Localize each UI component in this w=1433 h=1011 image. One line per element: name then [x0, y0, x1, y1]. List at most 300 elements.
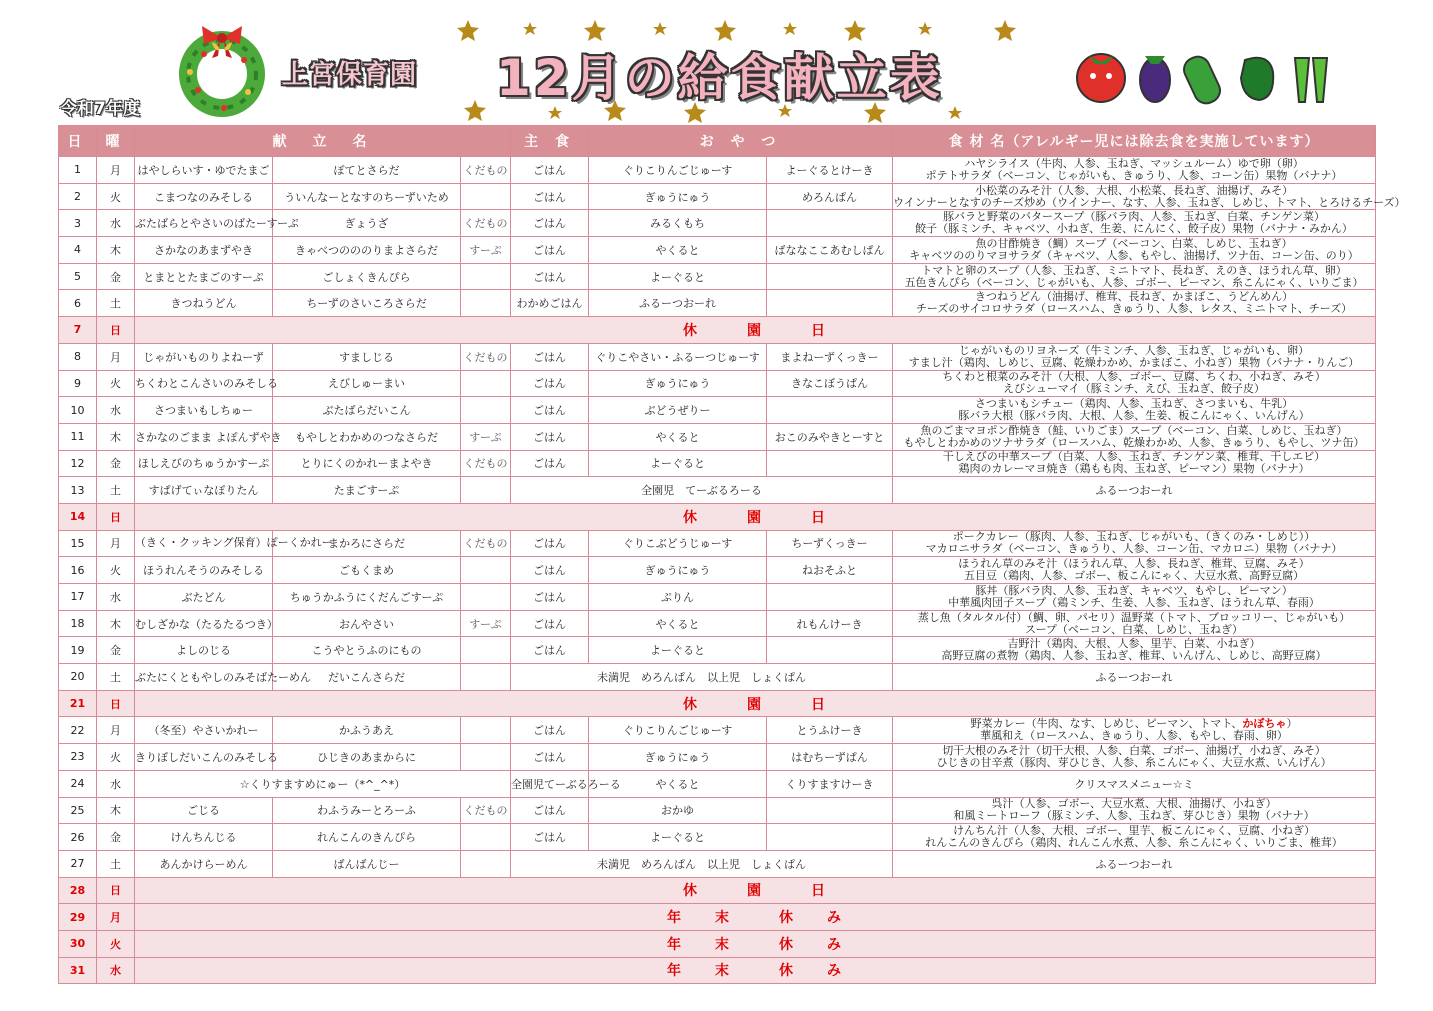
menu-item-1: じゃがいものりよねーず [135, 343, 273, 370]
staple-cell: ごはん [511, 637, 589, 664]
ingredients-line-2: チーズのサイコロサラダ（ロースハム、きゅうり、人参、レタス、ミニトマト、チーズ） [915, 302, 1353, 316]
weekday-cell: 土 [97, 664, 135, 691]
day-cell: 11 [59, 423, 97, 450]
weekday-cell: 木 [97, 797, 135, 824]
snack-2: めろんぱん [767, 183, 893, 210]
day-cell: 21 [59, 690, 97, 717]
snack-2: ちーずくっきー [767, 530, 893, 557]
staple-cell: ごはん [511, 370, 589, 397]
table-row [59, 530, 1376, 557]
ingredients-line-1 [893, 612, 1375, 624]
day-cell: 29 [59, 904, 97, 931]
snack-2 [767, 210, 893, 237]
ingredients-cell [893, 610, 1376, 637]
ingredients-line-2: 鶏肉のカレーマヨ焼き（鶏もも肉、玉ねぎ、ピーマン）果物（バナナ） [958, 462, 1310, 476]
holiday-message: 休 園 日 [135, 317, 1376, 344]
day-cell: 19 [59, 637, 97, 664]
weekday-cell: 火 [97, 370, 135, 397]
staple-cell: ごはん [511, 797, 589, 824]
weekday-cell: 火 [97, 183, 135, 210]
ingredients-line-1 [893, 345, 1375, 357]
ingredients-line-2: 餃子（豚ミンチ、キャベツ、小ねぎ、生姜、にんにく、餃子皮）果物（バナナ・みかん） [915, 222, 1353, 236]
staple-cell: わかめごはん [511, 290, 589, 317]
weekday-cell: 木 [97, 423, 135, 450]
menu-item-2: ぎょうざ [273, 210, 461, 237]
ingredients-cell [893, 744, 1376, 771]
staple-cell: ごはん [511, 157, 589, 184]
menu-item-2: ばんばんじー [273, 850, 461, 877]
holiday-row [59, 503, 1376, 530]
ingredients-line-2: スープ（ベーコン、白菜、しめじ、玉ねぎ） [1025, 622, 1244, 636]
day-cell: 28 [59, 877, 97, 904]
snack-1: やくると [589, 770, 767, 797]
menu-item-1: けんちんじる [135, 824, 273, 851]
ingredients-line-2: ひじきの甘辛煮（豚肉、芽ひじき、人参、糸こんにゃく、大豆水煮、いんげん） [936, 755, 1332, 769]
table-row [59, 183, 1376, 210]
menu-item-2: ぶたばらだいこん [273, 397, 461, 424]
ingredients-text: 干しえびの中華スープ（白菜、人参、玉ねぎ、チンゲン菜、椎茸、干しエビ） [942, 450, 1326, 464]
snack-1: よーぐると [589, 637, 767, 664]
holiday-message: 休 園 日 [135, 503, 1376, 530]
menu-item-2: えびしゅーまい [273, 370, 461, 397]
menu-item-3 [461, 850, 511, 877]
christmas-menu: ☆くりすますめにゅー（*^_^*） [135, 770, 511, 797]
snack-2 [767, 397, 893, 424]
menu-item-3 [461, 824, 511, 851]
holiday-message: 年 末 休 み [135, 904, 1376, 931]
ingredients-text: 豚丼（豚バラ肉、人参、玉ねぎ、キャベツ、もやし、ピーマン） [975, 583, 1293, 597]
ingredients-cell [893, 397, 1376, 424]
menu-item-2: ちーずのさいころさらだ [273, 290, 461, 317]
ingredients-line-1 [893, 265, 1375, 277]
menu-item-1: ごじる [135, 797, 273, 824]
day-cell: 7 [59, 317, 97, 344]
ingredients-line-2: 和風ミートローフ（豚ミンチ、人参、玉ねぎ、芽ひじき）果物（バナナ） [953, 809, 1315, 823]
snack-merged: 全園児 てーぶるろーる [511, 477, 893, 504]
menu-item-1: すぱげてぃなぽりたん [135, 477, 273, 504]
snack-1: ぐりこぶどうじゅーす [589, 530, 767, 557]
menu-item-1: さかなのあまずやき [135, 237, 273, 264]
menu-item-2: おんやさい [273, 610, 461, 637]
staple-cell: ごはん [511, 450, 589, 477]
menu-item-1: よしのじる [135, 637, 273, 664]
snack-1: ぎゅうにゅう [589, 557, 767, 584]
day-cell: 2 [59, 183, 97, 210]
menu-item-3 [461, 637, 511, 664]
menu-item-1: きつねうどん [135, 290, 273, 317]
staple-cell: ごはん [511, 210, 589, 237]
ingredients-cell [893, 370, 1376, 397]
staple-cell: ごはん [511, 343, 589, 370]
weekday-cell: 木 [97, 237, 135, 264]
ingredients-text: けんちん汁（人参、大根、ゴボー、里芋、板こんにゃく、豆腐、小ねぎ） [952, 824, 1316, 838]
ingredients-text: じゃがいものリヨネーズ（牛ミンチ、人参、玉ねぎ、じゃがいも、卵） [958, 343, 1310, 357]
tomato-icon [1077, 54, 1125, 102]
ingredients-cell [893, 797, 1376, 824]
menu-item-2: すましじる [273, 343, 461, 370]
weekday-cell: 金 [97, 824, 135, 851]
day-cell: 25 [59, 797, 97, 824]
snack-2: ふるーつおーれ [893, 477, 1376, 504]
snack-2: くりすますけーき [767, 770, 893, 797]
menu-item-3 [461, 183, 511, 210]
ingredients-line-2: 豚バラ大根（豚バラ肉、大根、人参、生姜、板こんにゃく、いんげん） [958, 409, 1310, 423]
snack-2: ねおそふと [767, 557, 893, 584]
ingredients-line-2: れんこんのきんぴら（鶏肉、れんこん水煮、人参、糸こんにゃく、いりごま、椎茸） [925, 836, 1343, 850]
snack-2: はむちーずぱん [767, 744, 893, 771]
weekday-cell: 土 [97, 850, 135, 877]
ingredients-line-2: すまし汁（鶏肉、しめじ、豆腐、乾燥わかめ、かまぼこ、小ねぎ）果物（バナナ・りんご） [908, 355, 1360, 369]
holiday-row [59, 877, 1376, 904]
menu-item-2: とりにくのかれーまよやき [273, 450, 461, 477]
staple-cell: ごはん [511, 824, 589, 851]
ingredients-text: ちくわと根菜のみそ汁（大根、人参、ゴボー、豆腐、ちくわ、小ねぎ、みそ） [942, 370, 1326, 384]
menu-item-1: とまととたまごのすーぷ [135, 263, 273, 290]
day-cell: 22 [59, 717, 97, 744]
table-row [59, 237, 1376, 264]
menu-item-3 [461, 557, 511, 584]
weekday-cell: 月 [97, 717, 135, 744]
ingredients-text: ハヤシライス（牛肉、人参、玉ねぎ、マッシュルーム）ゆで卵（卵） [964, 156, 1304, 170]
snack-2 [767, 290, 893, 317]
ingredients-cell [893, 824, 1376, 851]
day-cell: 13 [59, 477, 97, 504]
table-row [59, 744, 1376, 771]
weekday-cell: 土 [97, 290, 135, 317]
table-row [59, 423, 1376, 450]
menu-item-3: くだもの [461, 343, 511, 370]
wreath-icon [174, 20, 270, 116]
table-row [59, 477, 1376, 504]
snack-1: ぎゅうにゅう [589, 370, 767, 397]
ingredients-text: きつねうどん（油揚げ、椎茸、長ねぎ、かまぼこ、うどんめん） [974, 290, 1294, 304]
menu-item-3: くだもの [461, 210, 511, 237]
weekday-cell: 月 [97, 904, 135, 931]
holiday-row [59, 957, 1376, 984]
menu-item-1: さかなのごまま よぽんずやき [135, 423, 273, 450]
weekday-cell: 水 [97, 770, 135, 797]
ingredients-line-2: えびシューマイ（豚ミンチ、えび、玉ねぎ、餃子皮） [1003, 382, 1265, 396]
ingredients-cell [893, 530, 1376, 557]
table-row [59, 557, 1376, 584]
staple-cell: ごはん [511, 717, 589, 744]
staple-cell: ごはん [511, 237, 589, 264]
snack-2: ばななここあむしぱん [767, 237, 893, 264]
menu-item-2: ちゅうかふうにくだんごすーぷ [273, 584, 461, 611]
holiday-message: 休 園 日 [135, 690, 1376, 717]
snack-merged: 未満児 めろんぱん 以上児 しょくぱん [511, 664, 893, 691]
holiday-row [59, 690, 1376, 717]
weekday-cell: 金 [97, 637, 135, 664]
menu-item-3: すーぷ [461, 237, 511, 264]
weekday-cell: 水 [97, 957, 135, 984]
weekday-cell: 火 [97, 557, 135, 584]
staple-cell: ごはん [511, 557, 589, 584]
snack-1: やくると [589, 610, 767, 637]
ingredients-text: 小松菜のみそ汁（人参、大根、小松菜、長ねぎ、油揚げ、みそ） [974, 183, 1294, 197]
menu-item-2: ごもくまめ [273, 557, 461, 584]
day-cell: 8 [59, 343, 97, 370]
ingredients-line-2: 華風和え（ロースハム、きゅうり、人参、もやし、春雨、卵） [980, 729, 1288, 743]
holiday-message: 年 末 休 み [135, 957, 1376, 984]
day-cell: 4 [59, 237, 97, 264]
table-row [59, 664, 1376, 691]
day-cell: 17 [59, 584, 97, 611]
ingredients-line-2: 中華風肉団子スープ（鶏ミンチ、生姜、人参、玉ねぎ、ほうれん草、春雨） [948, 595, 1320, 609]
weekday-cell: 水 [97, 584, 135, 611]
menu-item-2: れんこんのきんぴら [273, 824, 461, 851]
menu-item-3: くだもの [461, 157, 511, 184]
snack-1: ぎゅうにゅう [589, 183, 767, 210]
menu-item-2: かふうあえ [273, 717, 461, 744]
snack-2 [767, 584, 893, 611]
ingredients-cell [893, 183, 1406, 210]
menu-item-3 [461, 664, 511, 691]
snack-1: ぎゅうにゅう [589, 744, 767, 771]
menu-item-2: ごしょくきんぴら [273, 263, 461, 290]
ingredients-text: 蒸し魚（タルタル付）（鯛、卵、パセリ）温野菜（トマト、ブロッコリー、じゃがいも） [917, 610, 1351, 624]
table-row [59, 450, 1376, 477]
ingredients-cell [893, 637, 1376, 664]
snack-2: ふるーつおーれ [893, 664, 1376, 691]
header-staple: 主 食 [511, 126, 589, 157]
holiday-row [59, 930, 1376, 957]
table-row [59, 343, 1376, 370]
day-cell: 27 [59, 850, 97, 877]
table-row [59, 770, 1376, 797]
weekday-cell: 金 [97, 450, 135, 477]
menu-item-3: くだもの [461, 450, 511, 477]
day-cell: 30 [59, 930, 97, 957]
ingredients-text: 魚のごまマヨポン酢焼き（鮭、いりごま）スープ（ベーコン、白菜、しめじ、玉ねぎ） [920, 423, 1348, 437]
day-cell: 24 [59, 770, 97, 797]
menu-item-1: ちくわとこんさいのみそしる [135, 370, 273, 397]
table-row [59, 850, 1376, 877]
ingredients-cell [893, 263, 1376, 290]
day-cell: 18 [59, 610, 97, 637]
weekday-cell: 木 [97, 610, 135, 637]
header-ingredients: 食 材 名（アレルギー児には除去食を実施しています） [893, 126, 1376, 157]
eggplant-icon [1140, 56, 1170, 102]
menu-table-body [59, 156, 1406, 984]
snack-1: ぐりこやさい・ふるーつじゅーす [589, 343, 767, 370]
ingredients-line-1 [893, 425, 1375, 437]
okra-icon [1295, 58, 1327, 102]
menu-item-1: ほうれんそうのみそしる [135, 557, 273, 584]
weekday-cell: 日 [97, 317, 135, 344]
header-weekday: 曜 [97, 126, 135, 157]
snack-2 [767, 797, 893, 824]
pepper-icon [1241, 58, 1273, 100]
school-name: 上宮保育園 [282, 60, 418, 90]
staple-cell: 全園児てーぶるろーる [511, 770, 589, 797]
table-row [59, 584, 1376, 611]
snack-1: よーぐると [589, 450, 767, 477]
ingredients-cell [893, 584, 1376, 611]
header-snack: お や つ [589, 126, 893, 157]
ingredients-line-2: ウインナーとなすのチーズ炒め（ウインナー、なす、人参、玉ねぎ、しめじ、トマト、とろけるチーズ） [893, 195, 1406, 209]
snack-1: よーぐると [589, 824, 767, 851]
table-row [59, 824, 1376, 851]
snack-2: とうふけーき [767, 717, 893, 744]
ingredients-cell [893, 290, 1376, 317]
ingredients-text: 切干大根のみそ汁（切干大根、人参、白菜、ゴボー、油揚げ、小ねぎ、みそ） [942, 743, 1326, 757]
holiday-message: 年 末 休 み [135, 930, 1376, 957]
menu-item-1: むしざかな（たるたるつき） [135, 610, 273, 637]
weekday-cell: 日 [97, 503, 135, 530]
ingredients-text: さつまいもシチュー（鶏肉、人参、玉ねぎ、さつまいも、牛乳） [974, 397, 1294, 411]
menu-table [58, 125, 1406, 984]
table-header-row [59, 126, 1376, 157]
ingredients-text-end: ） [1286, 717, 1298, 731]
day-cell: 26 [59, 824, 97, 851]
ingredients-cell [893, 210, 1376, 237]
weekday-cell: 月 [97, 530, 135, 557]
snack-1: ぐりこりんごじゅーす [589, 157, 767, 184]
ingredients-line-2: 高野豆腐の煮物（鶏肉、人参、玉ねぎ、椎茸、いんげん、しめじ、高野豆腐） [941, 649, 1327, 663]
menu-item-2: ひじきのあまからに [273, 744, 461, 771]
menu-item-3 [461, 263, 511, 290]
snack-1: やくると [589, 237, 767, 264]
weekday-cell: 火 [97, 930, 135, 957]
day-cell: 20 [59, 664, 97, 691]
ingredients-line-2: ポテトサラダ（ベーコン、じゃがいも、きゅうり、人参、コーン缶）果物（バナナ） [925, 168, 1343, 182]
page-header [0, 0, 1433, 125]
ingredients-line-2: マカロニサラダ（ベーコン、きゅうり、人参、コーン缶、マカロニ）果物（バナナ） [925, 542, 1343, 556]
ingredients-text: 呉汁（人参、ゴボー、大豆水煮、大根、油揚げ、小ねぎ） [991, 797, 1277, 811]
menu-item-3 [461, 744, 511, 771]
snack-1: おかゆ [589, 797, 767, 824]
menu-item-1: ぶたばらとやさいのばたーすーぷ [135, 210, 273, 237]
staple-cell: ごはん [511, 263, 589, 290]
snack-2: ふるーつおーれ [893, 850, 1376, 877]
staple-cell: ごはん [511, 397, 589, 424]
day-cell: 14 [59, 503, 97, 530]
staple-cell: ごはん [511, 744, 589, 771]
snack-2: よーぐるとけーき [767, 157, 893, 184]
snack-2: まよねーずくっきー [767, 343, 893, 370]
header-day: 日 [59, 126, 97, 157]
snack-2 [767, 824, 893, 851]
ingredients-cell: クリスマスメニュー☆ミ [893, 770, 1376, 797]
staple-cell: ごはん [511, 423, 589, 450]
snack-1: みるくもち [589, 210, 767, 237]
staple-cell: ごはん [511, 610, 589, 637]
day-cell: 15 [59, 530, 97, 557]
weekday-cell: 土 [97, 477, 135, 504]
menu-item-2: ぽてとさらだ [273, 157, 461, 184]
table-row [59, 610, 1376, 637]
allergen-highlight: かぼちゃ [1242, 717, 1287, 731]
weekday-cell: 火 [97, 744, 135, 771]
menu-item-2: こうやとうふのにもの [273, 637, 461, 664]
snack-2: きなこぼうぱん [767, 370, 893, 397]
day-cell: 5 [59, 263, 97, 290]
menu-item-1: （きく・クッキング保育）ぽーくかれー [135, 530, 273, 557]
table-row [59, 157, 1376, 184]
menu-item-3 [461, 477, 511, 504]
ingredients-cell [893, 157, 1376, 184]
snack-2: れもんけーき [767, 610, 893, 637]
menu-item-2: まかろにさらだ [273, 530, 461, 557]
ingredients-line-2: 五色きんぴら（ベーコン、じゃがいも、人参、ゴボー、ピーマン、糸こんにゃく、いりごま） [904, 275, 1364, 289]
ingredients-text: 豚バラと野菜のバタースープ（豚バラ肉、人参、玉ねぎ、白菜、チンゲン菜） [943, 210, 1325, 224]
staple-cell: ごはん [511, 183, 589, 210]
ingredients-cell [893, 557, 1376, 584]
day-cell: 31 [59, 957, 97, 984]
weekday-cell: 月 [97, 157, 135, 184]
menu-item-1: ほしえびのちゅうかすーぷ [135, 450, 273, 477]
snack-1: よーぐると [589, 263, 767, 290]
menu-item-3 [461, 370, 511, 397]
menu-item-1: あんかけらーめん [135, 850, 273, 877]
weekday-cell: 金 [97, 263, 135, 290]
day-cell: 9 [59, 370, 97, 397]
vegetables-illustration [1073, 42, 1343, 106]
table-row [59, 370, 1376, 397]
snack-1: ふるーつおーれ [589, 290, 767, 317]
staple-cell: ごはん [511, 530, 589, 557]
menu-item-2: わふうみーとろーふ [273, 797, 461, 824]
cucumber-icon [1180, 53, 1224, 107]
ingredients-text: トマトと卵のスープ（人参、玉ねぎ、ミニトマト、長ねぎ、えのき、ほうれん草、卵） [921, 263, 1347, 277]
day-cell: 1 [59, 157, 97, 184]
menu-item-3: すーぷ [461, 423, 511, 450]
menu-item-3 [461, 397, 511, 424]
menu-item-1: きりぼしだいこんのみそしる [135, 744, 273, 771]
ingredients-text: ポークカレー（豚肉、人参、玉ねぎ、じゃがいも、（きくのみ・しめじ）） [952, 530, 1316, 544]
ingredients-cell [893, 423, 1376, 450]
menu-item-3: くだもの [461, 797, 511, 824]
day-cell: 12 [59, 450, 97, 477]
menu-item-2: ういんなーとなすのちーずいため [273, 183, 461, 210]
menu-item-1: ぶたにくともやしのみそばたーめん [135, 664, 273, 691]
menu-item-3 [461, 290, 511, 317]
weekday-cell: 日 [97, 690, 135, 717]
snack-2 [767, 637, 893, 664]
weekday-cell: 日 [97, 877, 135, 904]
snack-1: ぷりん [589, 584, 767, 611]
day-cell: 23 [59, 744, 97, 771]
weekday-cell: 水 [97, 397, 135, 424]
menu-item-3 [461, 584, 511, 611]
holiday-row [59, 904, 1376, 931]
ingredients-cell [893, 343, 1376, 370]
menu-item-3: くだもの [461, 530, 511, 557]
holiday-message: 休 園 日 [135, 877, 1376, 904]
table-row [59, 397, 1376, 424]
menu-item-1: ぶたどん [135, 584, 273, 611]
menu-item-1: （冬至）やさいかれー [135, 717, 273, 744]
menu-item-2: きゃべつのののりまよさらだ [273, 237, 461, 264]
snack-2 [767, 450, 893, 477]
ingredients-text: 吉野汁（鶏肉、大根、人参、里芋、白菜、小ねぎ） [1007, 637, 1261, 651]
ingredients-cell [893, 450, 1376, 477]
snack-merged: 未満児 めろんぱん 以上児 しょくぱん [511, 850, 893, 877]
menu-item-3 [461, 717, 511, 744]
menu-item-2: たまごすーぷ [273, 477, 461, 504]
ingredients-line-2: キャベツののりマヨサラダ（キャベツ、人参、もやし、油揚げ、ツナ缶、コーン缶、のり） [909, 248, 1359, 262]
menu-item-1: はやしらいす・ゆでたまご [135, 157, 273, 184]
menu-item-3: すーぷ [461, 610, 511, 637]
menu-item-2: もやしとわかめのつなさらだ [273, 423, 461, 450]
ingredients-text: 魚の甘酢焼き（鯛）スープ（ベーコン、白菜、しめじ、玉ねぎ） [975, 236, 1293, 250]
ingredients-cell [893, 717, 1376, 744]
weekday-cell: 月 [97, 343, 135, 370]
snack-1: ぶどうぜりー [589, 397, 767, 424]
table-row [59, 210, 1376, 237]
ingredients-line-2: もやしとわかめのツナサラダ（ロースハム、乾燥わかめ、人参、きゅうり、もやし、ツナ缶） [903, 435, 1365, 449]
